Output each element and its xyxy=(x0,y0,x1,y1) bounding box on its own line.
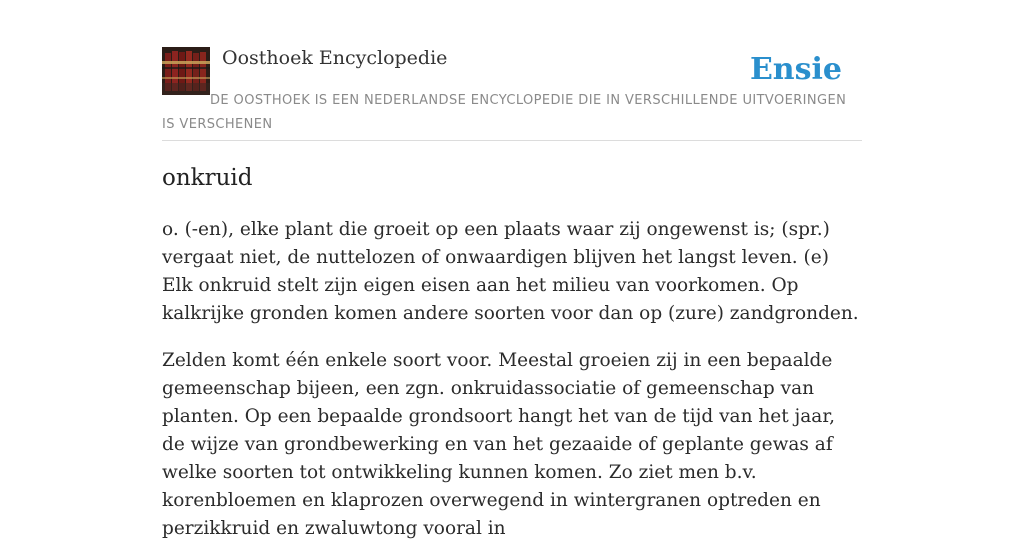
book-spines-icon[interactable] xyxy=(162,47,210,95)
site-name[interactable]: Oosthoek Encyclopedie xyxy=(222,47,448,69)
avatar-image xyxy=(162,47,210,95)
article-paragraph: Zelden komt één enkele soort voor. Meestal groeien zij in een bepaalde gemeenschap bijeen, een zgn. onkruidassociatie of gemeenschap van planten. Op een bepaalde grondsoort hangt het van de tijd van het jaar, de wijze van grondbewerking en van het gezaaide of geplante gewas af welke soorten tot ontwikkeling kunnen komen. Zo ziet men b.v. korenbloemen en klaprozen overwegend in wintergranen optreden en perzikkruid en zwaluwtong vooral in xyxy=(162,350,836,539)
article xyxy=(162,160,862,543)
site-header xyxy=(162,46,862,141)
article-paragraph: o. (-en), elke plant die groeit op een plaats waar zij ongewenst is; (spr.) vergaat niet, de nuttelozen of onwaardigen blijven het langst leven. (e) Elk onkruid stelt zijn eigen eisen aan het milieu van voorkomen. Op kalkrijke gronden komen andere soorten voor dan op (zure) zandgronden. xyxy=(162,219,859,324)
entry-title: onkruid xyxy=(162,165,253,191)
site-tagline: DE OOSTHOEK IS EEN NEDERLANDSE ENCYCLOPEDIE DIE IN VERSCHILLENDE UITVOERINGEN IS VERSCHENEN xyxy=(162,93,847,132)
brand-logo[interactable]: Ensie xyxy=(749,52,842,87)
